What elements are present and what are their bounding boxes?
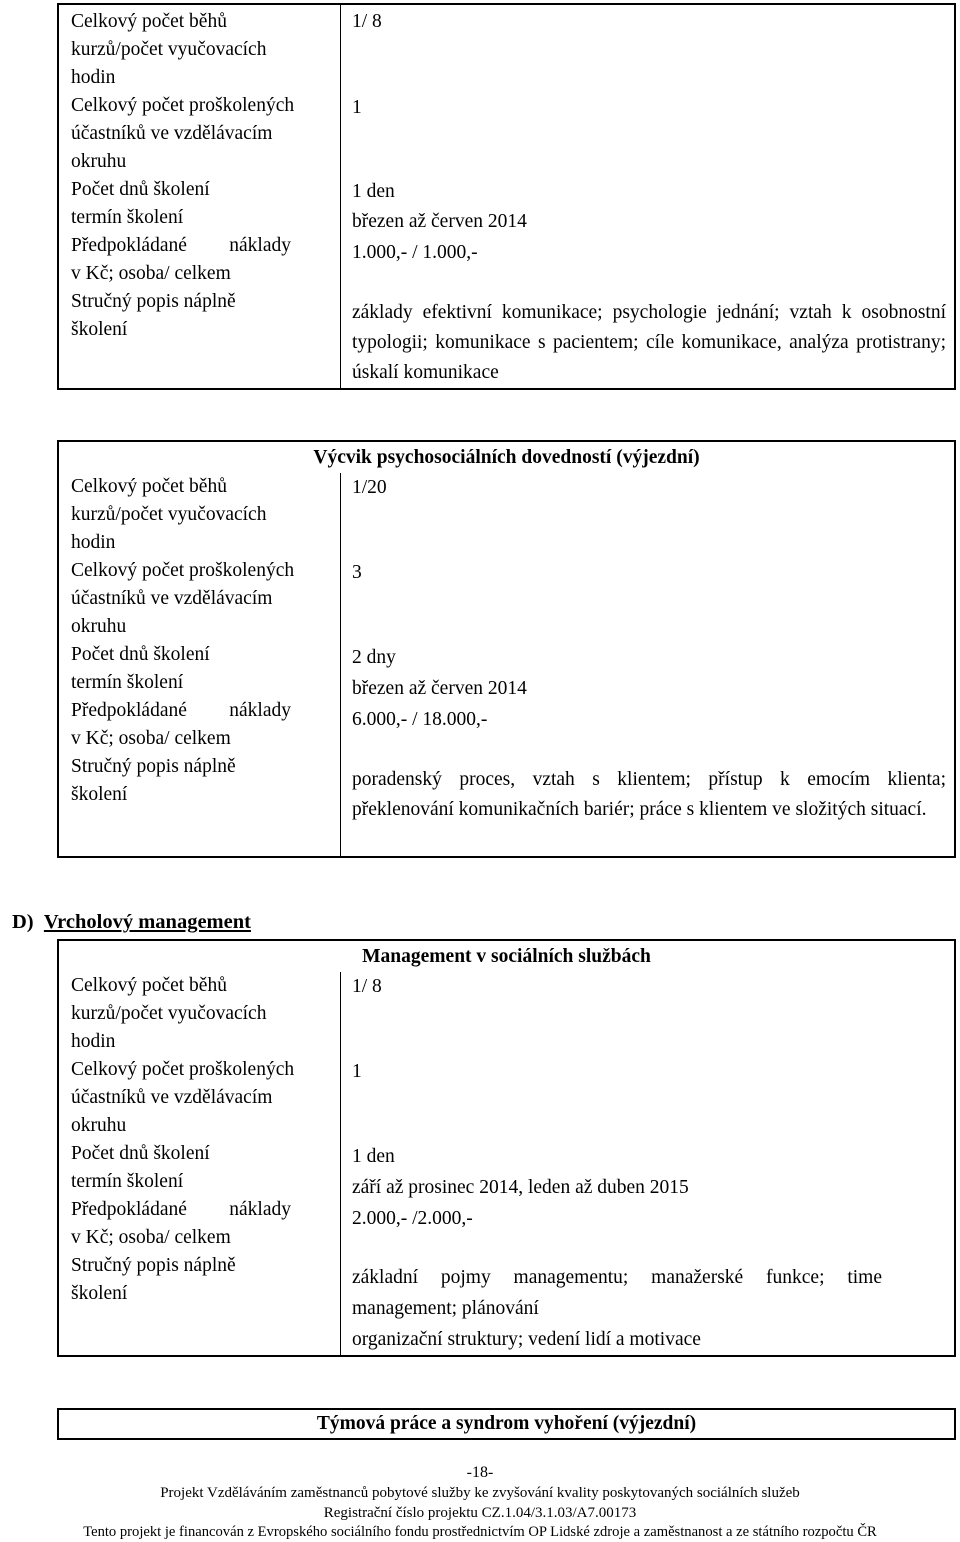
course-title: Management v sociálních službách — [362, 946, 651, 967]
label-participants: Celkový počet proškolených — [71, 95, 295, 116]
label-cost: Předpokládané náklady — [71, 700, 291, 721]
label-term: termín školení — [71, 207, 184, 228]
section-title: Vrcholový management — [43, 911, 251, 933]
footer-project-name: Projekt Vzděláváním zaměstnanců pobytové služby ke zvyšování kvality poskytovaných sociálních služeb — [160, 1485, 800, 1501]
value-runs: 1/ 8 — [352, 976, 382, 997]
label-participants: Celkový počet proškolených — [71, 560, 295, 581]
value-participants: 1 — [352, 97, 362, 118]
label-runs: Celkový počet běhů — [71, 476, 227, 497]
value-cost: 2.000,- /2.000,- — [352, 1208, 473, 1229]
value-term: březen až červen 2014 — [352, 678, 527, 699]
value-cost: 1.000,- / 1.000,- — [352, 242, 478, 263]
label-description: Stručný popis náplně — [71, 1255, 236, 1276]
value-days: 2 dny — [352, 647, 396, 668]
course-table-3 — [57, 939, 956, 1357]
label-runs: Celkový počet běhů — [71, 975, 227, 996]
value-description: poradenský proces, vztah s klientem; přístup k emocím klienta; překlenování komunikačních bariér; práce s klientem ve složitých situací. — [352, 769, 946, 820]
label-term: termín školení — [71, 672, 184, 693]
column-divider — [340, 5, 341, 388]
value-runs: 1/20 — [352, 477, 387, 498]
row-labels: Celkový počet běhů kurzů/počet vyučovacích hodin Celkový počet proškolených účastníků ve vzdělávacím okruhu Počet dnů školení termín školení Předpokládané náklady v Kč; osoba/ celkem Stručný popis náplně školení — [71, 8, 311, 344]
footer-registration: Registrační číslo projektu CZ.1.04/3.1.03/A7.00173 — [323, 1505, 637, 1521]
label-days: Počet dnů školení — [71, 1143, 210, 1164]
value-participants: 3 — [352, 562, 362, 583]
course-table-1 — [57, 3, 956, 390]
section-heading — [12, 908, 251, 936]
row-labels: Celkový počet běhů kurzů/počet vyučovacích hodin Celkový počet proškolených účastníků ve vzdělávacím okruhu Počet dnů školení termín školení Předpokládané náklady v Kč; osoba/ celkem Stručný popis náplně školení — [71, 972, 311, 1308]
course-table-4 — [57, 1408, 956, 1440]
label-description: Stručný popis náplně — [71, 291, 236, 312]
label-cost: Předpokládané náklady — [71, 1199, 291, 1220]
course-title: Výcvik psychosociálních dovedností (výjezdní) — [313, 447, 700, 468]
label-days: Počet dnů školení — [71, 179, 210, 200]
label-term: termín školení — [71, 1171, 184, 1192]
value-description: základní pojmy managementu; manažerské funkce; time management; plánování organizační struktury; vedení lidí a motivace — [352, 1267, 882, 1350]
label-cost: Předpokládané náklady — [71, 235, 291, 256]
label-runs: Celkový počet běhů — [71, 11, 227, 32]
value-description: základy efektivní komunikace; psychologie jednání; vztah k osobnostní typologii; komunikace s pacientem; cíle komunikace, analýza protistrany; úskalí komunikace — [352, 302, 946, 383]
section-letter: D) — [12, 911, 34, 933]
label-participants: Celkový počet proškolených — [71, 1059, 295, 1080]
page-number: -18- — [466, 1464, 494, 1481]
value-cost: 6.000,- / 18.000,- — [352, 709, 488, 730]
value-days: 1 den — [352, 181, 395, 202]
value-days: 1 den — [352, 1146, 395, 1167]
value-participants: 1 — [352, 1061, 362, 1082]
value-term: březen až červen 2014 — [352, 211, 527, 232]
footer-funding: Tento projekt je financován z Evropského sociálního fondu prostřednictvím OP Lidské zdroje a zaměstnanost a ze státního rozpočtu ČR — [83, 1524, 877, 1540]
course-title: Týmová práce a syndrom vyhoření (výjezdní) — [316, 1413, 697, 1434]
value-runs: 1/ 8 — [352, 11, 382, 32]
course-table-2 — [57, 440, 956, 858]
column-divider — [340, 972, 341, 1355]
value-term: září až prosinec 2014, leden až duben 2015 — [352, 1177, 689, 1198]
column-divider — [340, 473, 341, 856]
label-description: Stručný popis náplně — [71, 756, 236, 777]
label-days: Počet dnů školení — [71, 644, 210, 665]
row-labels: Celkový počet běhů kurzů/počet vyučovacích hodin Celkový počet proškolených účastníků ve vzdělávacím okruhu Počet dnů školení termín školení Předpokládané náklady v Kč; osoba/ celkem Stručný popis náplně školení — [71, 473, 311, 809]
